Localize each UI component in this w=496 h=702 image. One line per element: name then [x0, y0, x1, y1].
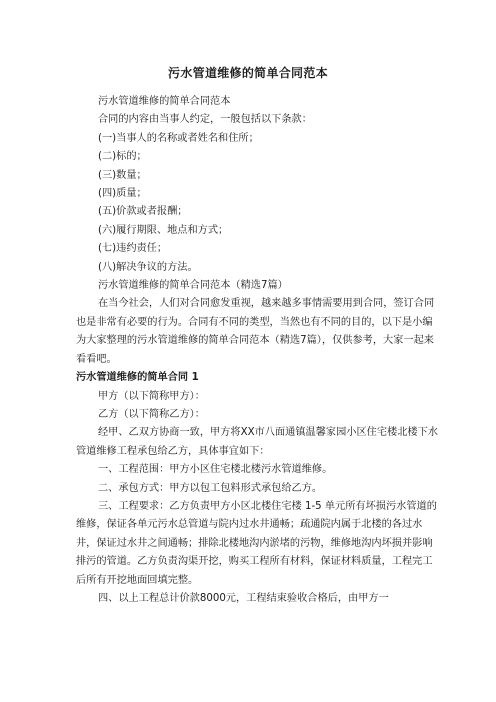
paragraph: 乙方（以下简称乙方）：: [98, 408, 205, 420]
document-title: 污水管道维修的简单合同范本: [168, 66, 328, 80]
paragraph: 三、工程要求：乙方负责甲方小区北楼住宅楼 1-5 单元所有坏损污水管道的维修，保证各单元污水总管道与院内过水井通畅；疏通院内属于北楼的各过水井，保证过水井之间通畅；排除北楼地沟内淤堵的污物，维修地沟内坏损并影响排污的管道。乙方负责沟渠开挖，购买工程所有材料，保证材料质量，工程完工后所有开挖地面回填完整。: [76, 500, 437, 586]
paragraph: 污水管道维修的简单合同范本: [98, 96, 231, 107]
paragraph: (七)违约责任；: [98, 243, 168, 255]
section-heading: 污水管道维修的简单合同 1: [76, 372, 199, 384]
paragraph: (六)履行期限、地点和方式；: [98, 224, 229, 236]
paragraph: 甲方（以下简称甲方）：: [98, 390, 205, 402]
paragraph: 污水管道维修的简单合同范本（精选7篇）: [98, 280, 288, 292]
paragraph: (二)标的；: [98, 151, 147, 163]
paragraph: 在当今社会，人们对合同愈发重视，越来越多事情需要用到合同，签订合同也是非常有必要的行为。合同有不同的类型，当然也有不同的目的，以下是小编为大家整理的污水管道维修的简单合同范本（精选7篇），仅供参考，大家一起来看看吧。: [76, 298, 435, 365]
paragraph: 二、承包方式：甲方以包工包料形式承包给乙方。: [98, 482, 323, 494]
paragraph: (一)当事人的名称或者姓名和住所；: [98, 132, 259, 144]
paragraph: (五)价款或者报酬；: [98, 206, 188, 218]
paragraph: 一、工程范围：甲方小区住宅楼北楼污水管道维修。: [98, 464, 333, 476]
document-body: [76, 93, 438, 608]
paragraph: (三)数量；: [98, 169, 147, 181]
paragraph: 合同的内容由当事人约定，一般包括以下条款：: [98, 114, 312, 126]
paragraph: (八)解决争议的方法。: [98, 261, 198, 273]
paragraph: 经甲、乙双方协商一致，甲方将XX市八面通镇温馨家园小区住宅楼北楼下水管道维修工程承包给乙方，具体事宜如下：: [76, 427, 438, 457]
paragraph: 四、以上工程总计价款8000元，工程结束验收合格后，由甲方一: [98, 592, 389, 604]
paragraph: (四)质量；: [98, 188, 147, 200]
